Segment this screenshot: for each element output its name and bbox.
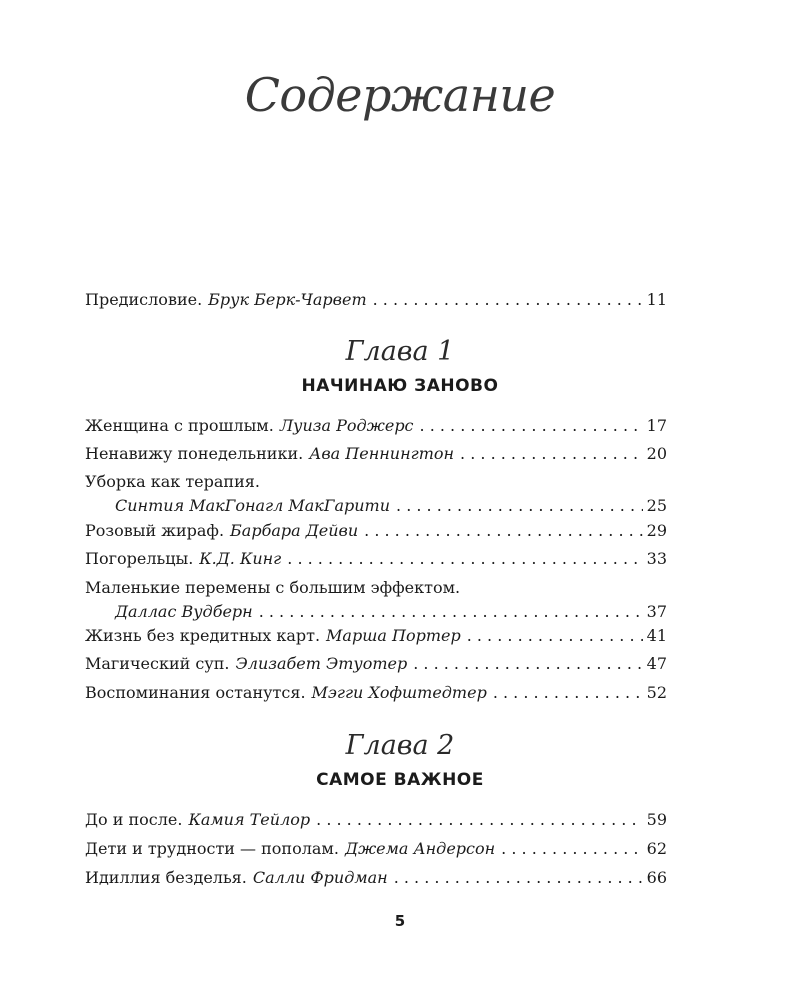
page-number: 5: [394, 912, 406, 930]
entry-author: К.Д. Кинг: [199, 549, 282, 568]
dot-leader: [364, 519, 643, 543]
entry-author: Луиза Роджерс: [279, 416, 414, 435]
entry-title: Ненавижу понедельники.: [85, 444, 304, 463]
dot-leader: [396, 494, 643, 518]
entry-author: Марша Портер: [326, 626, 461, 645]
toc-entry[interactable]: [85, 837, 667, 861]
entry-page-number: 62: [646, 839, 667, 858]
toc-entry[interactable]: [85, 519, 667, 543]
entry-author: Ава Пеннингтон: [309, 444, 455, 463]
entry-page-number: 52: [646, 683, 667, 702]
toc-entry[interactable]: [85, 808, 667, 832]
chapter-title: НАЧИНАЮ ЗАНОВО: [301, 376, 499, 396]
toc-entry[interactable]: [85, 414, 667, 438]
entry-author: Мэгги Хофштедтер: [311, 683, 487, 702]
chapter-label: Глава 2: [345, 730, 455, 761]
toc-entry[interactable]: [85, 576, 667, 624]
dot-leader: [394, 866, 643, 890]
toc-entry[interactable]: [85, 624, 667, 648]
entry-page-number: 33: [646, 549, 667, 568]
entry-author: Элизабет Этуотер: [235, 654, 408, 673]
page-title: Содержание: [244, 68, 556, 122]
entry-page-number: 29: [646, 521, 667, 540]
entry-author: Камия Тейлор: [188, 810, 311, 829]
toc-entry[interactable]: [85, 866, 667, 890]
entry-author: Джема Андерсон: [344, 839, 496, 858]
entry-page-number: 25: [646, 496, 667, 515]
entry-title: Маленькие перемены с большим эффектом.: [85, 578, 461, 597]
entry-title: Дети и трудности — пополам.: [85, 839, 339, 858]
entry-title: Погорельцы.: [85, 549, 194, 568]
entry-author: Барбара Дейви: [230, 521, 359, 540]
entry-page-number: 37: [646, 602, 667, 621]
chapter-title: САМОЕ ВАЖНОЕ: [316, 770, 484, 790]
toc-entry-preface[interactable]: [85, 288, 667, 312]
entry-author: Даллас Вудберн: [115, 602, 253, 621]
dot-leader: [420, 414, 643, 438]
entry-title: Женщина с прошлым.: [85, 416, 274, 435]
entry-author: Синтия МакГонагл МакГарити: [115, 496, 391, 515]
dot-leader: [501, 837, 642, 861]
entry-title: Воспоминания останутся.: [85, 683, 306, 702]
dot-leader: [373, 288, 643, 312]
dot-leader: [259, 600, 643, 624]
entry-page-number: 20: [646, 444, 667, 463]
chapter-label: Глава 1: [345, 336, 455, 367]
entry-author: Брук Берк-Чарвет: [208, 290, 367, 309]
toc-entry[interactable]: [85, 547, 667, 571]
dot-leader: [493, 681, 643, 705]
dot-leader: [413, 652, 642, 676]
entry-title: Предисловие.: [85, 290, 203, 309]
toc-entry[interactable]: [85, 681, 667, 705]
entry-title: Жизнь без кредитных карт.: [85, 626, 321, 645]
entry-page-number: 11: [646, 290, 667, 309]
toc-entry[interactable]: [85, 470, 667, 518]
toc-entry[interactable]: [85, 442, 667, 466]
entry-page-number: 59: [646, 810, 667, 829]
dot-leader: [460, 442, 643, 466]
entry-title: Магический суп.: [85, 654, 230, 673]
entry-page-number: 66: [646, 868, 667, 887]
entry-page-number: 17: [646, 416, 667, 435]
dot-leader: [316, 808, 643, 832]
entry-page-number: 41: [646, 626, 667, 645]
dot-leader: [467, 624, 643, 648]
toc-entry[interactable]: [85, 652, 667, 676]
entry-author: Салли Фридман: [252, 868, 388, 887]
entry-title: Идиллия безделья.: [85, 868, 247, 887]
entry-title: Розовый жираф.: [85, 521, 225, 540]
entry-page-number: 47: [646, 654, 667, 673]
entry-title: До и после.: [85, 810, 183, 829]
dot-leader: [287, 547, 642, 571]
entry-title: Уборка как терапия.: [85, 472, 260, 491]
